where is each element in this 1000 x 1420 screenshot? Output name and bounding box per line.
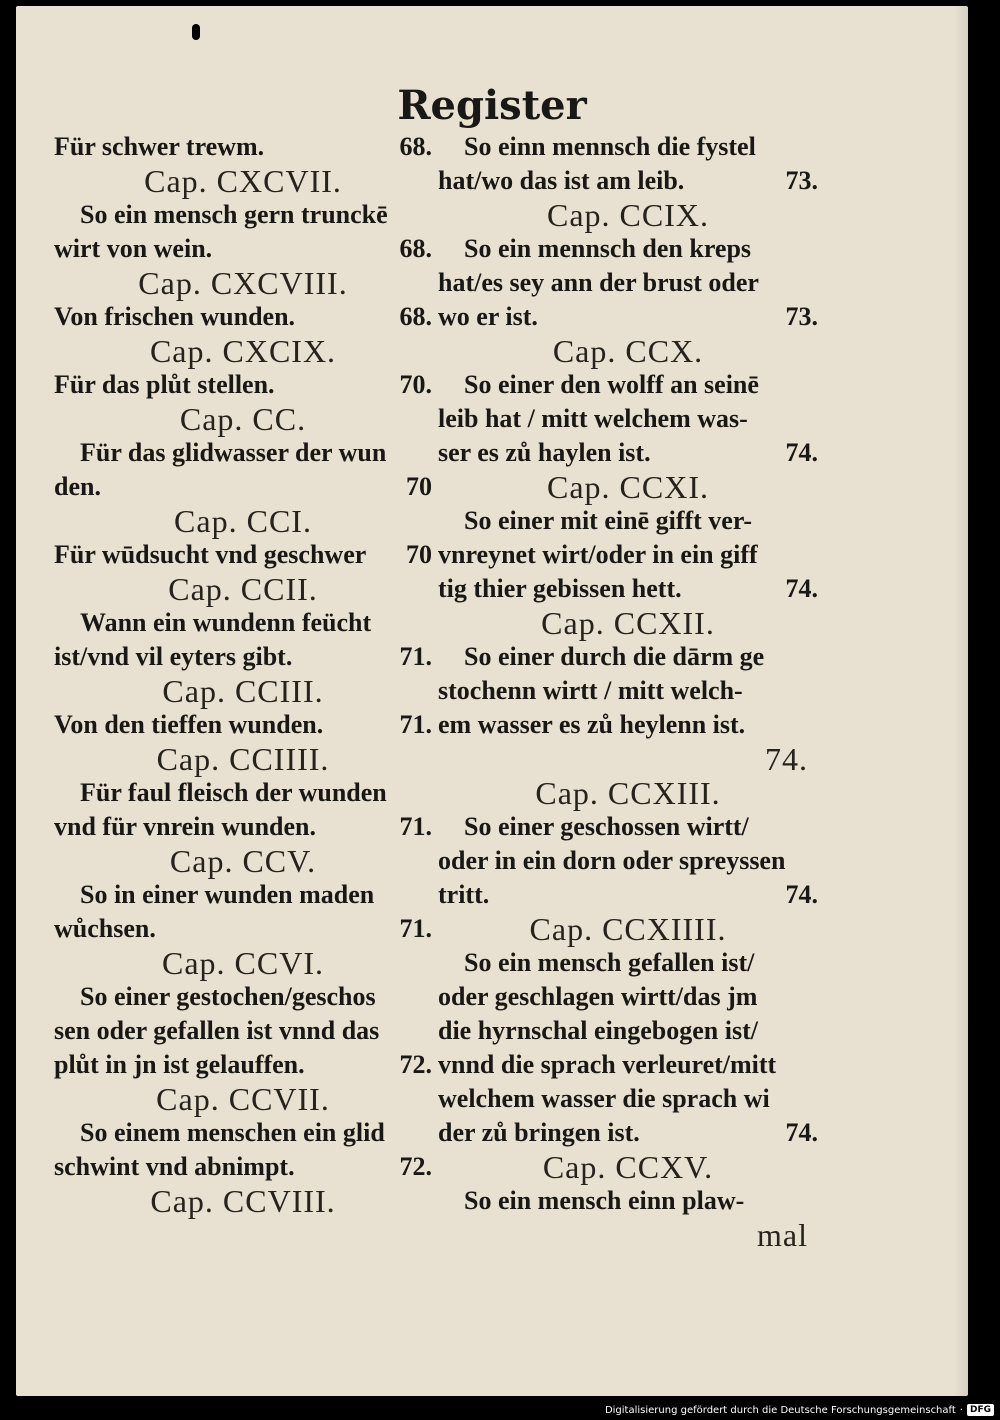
page-number: 72. <box>399 1152 432 1181</box>
chapter-heading: Cap. CXCIX. <box>149 333 337 369</box>
entry-text: schwint vnd abnimpt. <box>54 1152 295 1181</box>
dfg-logo: DFG <box>967 1404 994 1416</box>
chapter-heading: Cap. CCIIII. <box>156 741 330 777</box>
page-number: 68. <box>399 302 432 331</box>
index-entry-line <box>54 912 432 946</box>
page-number: 70 <box>406 472 432 501</box>
chapter-heading: Cap. CXCVII. <box>144 163 342 199</box>
entry-text: hat/es sey ann der brust oder <box>438 268 759 297</box>
index-entry-line <box>438 436 818 470</box>
chapter-heading: Cap. CC. <box>179 401 307 437</box>
entry-text: vnreynet wirt/oder in ein giff <box>438 540 758 569</box>
index-entry-line <box>438 878 818 912</box>
index-entry-line <box>438 674 818 708</box>
chapter-heading: Cap. CCXIII. <box>535 775 721 811</box>
entry-text: ser es zů haylen ist. <box>438 438 651 467</box>
index-entry-line <box>54 470 432 504</box>
chapter-heading: Cap. CCI. <box>174 503 312 539</box>
index-entry-line <box>438 980 818 1014</box>
page-number: 73. <box>785 166 818 195</box>
page-number: 70 <box>406 540 432 569</box>
page-number: 71. <box>399 642 432 671</box>
index-entry-line <box>438 164 818 198</box>
chapter-heading: Cap. CCV. <box>169 843 317 879</box>
continuation-text: 74. <box>765 741 808 777</box>
entry-text: plůt in jn ist gelauffen. <box>54 1050 305 1079</box>
footer <box>605 1404 994 1416</box>
entry-text: em wasser es zů heylenn ist. <box>438 710 746 739</box>
entry-text: So einer durch die dārm ge <box>464 642 765 671</box>
entry-text: So ein mennsch den kreps <box>464 234 752 263</box>
page-number: 74. <box>785 1118 818 1147</box>
index-entry-line <box>54 300 432 334</box>
entry-text: So einn mennsch die fystel <box>464 132 756 161</box>
index-entry-line <box>54 606 432 640</box>
entry-text: Für schwer trewm. <box>54 132 265 161</box>
chapter-heading: Cap. CCXIIII. <box>529 911 727 947</box>
entry-text: wůchsen. <box>54 914 156 943</box>
index-entry-line <box>438 538 818 572</box>
entry-text: hat/wo das ist am leib. <box>438 166 685 195</box>
page-number: 74. <box>785 574 818 603</box>
entry-text: So einer den wolff an seinē <box>464 370 759 399</box>
entry-text: den. <box>54 472 101 501</box>
chapter-heading: Cap. CCX. <box>552 333 704 369</box>
page-number: 74. <box>785 438 818 467</box>
index-entry-line <box>54 980 432 1014</box>
index-entry-line <box>438 640 818 674</box>
chapter-heading: Cap. CCII. <box>168 571 318 607</box>
index-entry-line <box>54 1116 432 1150</box>
page-number: 68. <box>399 234 432 263</box>
entry-text: Wann ein wundenn feücht <box>80 608 372 637</box>
entry-text: tig thier gebissen hett. <box>438 574 682 603</box>
chapter-heading: Cap. CCVIII. <box>150 1183 336 1219</box>
entry-text: Für das plůt stellen. <box>54 370 275 399</box>
entry-text: tritt. <box>438 880 490 909</box>
entry-text: die hyrnschal eingebogen ist/ <box>438 1016 758 1045</box>
entry-text: stochenn wirtt / mitt welch- <box>438 676 743 705</box>
entry-text: So einer geschossen wirtt/ <box>464 812 749 841</box>
index-entry-line <box>438 232 818 266</box>
chapter-heading: Cap. CCIII. <box>162 673 324 709</box>
index-entry-line <box>438 130 818 164</box>
chapter-heading: Cap. CCVII. <box>156 1081 330 1117</box>
chapter-heading: Cap. CCXII. <box>541 605 715 641</box>
entry-text: oder in ein dorn oder spreyssen <box>438 846 786 875</box>
index-entry-line <box>438 946 818 980</box>
index-entry-line <box>438 402 818 436</box>
entry-text: ist/vnd vil eyters gibt. <box>54 642 293 671</box>
entry-text: vnd für vnrein wunden. <box>54 812 317 841</box>
entry-text: Für wūdsucht vnd geschwer <box>54 540 367 569</box>
index-entry-line <box>438 572 818 606</box>
left-column <box>54 130 432 1218</box>
footer-credit: Digitalisierung gefördert durch die Deutsche Forschungsgemeinschaft <box>604 1404 956 1416</box>
entry-text: wirt von wein. <box>54 234 213 263</box>
page-number: 71. <box>399 710 432 739</box>
chapter-heading: Cap. CXCVIII. <box>138 265 348 301</box>
index-entry-line <box>438 504 818 538</box>
page-number: 68. <box>399 132 432 161</box>
index-entry-line <box>438 1184 818 1218</box>
page-header: Register <box>397 82 587 129</box>
chapter-heading: Cap. CCXI. <box>547 469 709 505</box>
entry-text: welchem wasser die sprach wi <box>438 1084 770 1113</box>
index-entry-line <box>54 640 432 674</box>
entry-text: So einer mit einē gifft ver- <box>464 506 753 535</box>
continuation-text: mal <box>757 1217 808 1253</box>
entry-text: So einem menschen ein glid <box>80 1118 385 1147</box>
entry-text: So ein mensch einn plaw- <box>464 1186 745 1215</box>
index-entry-line <box>438 810 818 844</box>
index-entry-line <box>438 1014 818 1048</box>
page-number: 73. <box>785 302 818 331</box>
index-entry-line <box>54 1150 432 1184</box>
page-number: 70. <box>399 370 432 399</box>
entry-text: So ein mensch gern trunckē <box>80 200 388 229</box>
ink-mark <box>192 24 200 40</box>
entry-text: Von frischen wunden. <box>54 302 296 331</box>
page-number: 74. <box>785 880 818 909</box>
index-entry-line <box>54 130 432 164</box>
index-entry-line <box>438 266 818 300</box>
index-entry-line <box>54 232 432 266</box>
chapter-heading: Cap. CCVI. <box>162 945 324 981</box>
page-number: 72. <box>399 1050 432 1079</box>
entry-text: sen oder gefallen ist vnnd das <box>54 1016 380 1045</box>
index-entry-line <box>54 538 432 572</box>
index-entry-line <box>438 708 818 742</box>
entry-text: So ein mensch gefallen ist/ <box>464 948 755 977</box>
entry-text: wo er ist. <box>438 302 538 331</box>
page-number: 71. <box>399 914 432 943</box>
index-entry-line <box>438 1116 818 1150</box>
index-entry-line <box>438 1082 818 1116</box>
index-entry-line <box>54 810 432 844</box>
entry-text: So einer gestochen/geschos <box>80 982 376 1011</box>
index-entry-line <box>54 198 432 232</box>
index-entry-line <box>54 878 432 912</box>
entry-text: So in einer wunden maden <box>80 880 375 909</box>
page-number: 71. <box>399 812 432 841</box>
entry-text: vnnd die sprach verleuret/mitt <box>438 1050 777 1079</box>
index-entry-line <box>54 1048 432 1082</box>
entry-text: Für faul fleisch der wunden <box>80 778 387 807</box>
entry-text: leib hat / mitt welchem was- <box>438 404 748 433</box>
chapter-heading: Cap. CCXV. <box>542 1149 714 1185</box>
index-entry-line <box>54 708 432 742</box>
index-entry-line <box>438 844 818 878</box>
index-entry-line <box>54 368 432 402</box>
book-page <box>16 6 968 1396</box>
index-entry-line <box>438 300 818 334</box>
index-entry-line <box>438 1048 818 1082</box>
index-entry-line <box>54 776 432 810</box>
footer-separator: · <box>959 1404 963 1416</box>
index-entry-line <box>54 436 432 470</box>
entry-text: Von den tieffen wunden. <box>54 710 324 739</box>
chapter-heading: Cap. CCIX. <box>547 197 709 233</box>
index-entry-line <box>438 368 818 402</box>
entry-text: oder geschlagen wirtt/das jm <box>438 982 758 1011</box>
right-column <box>438 130 818 1252</box>
entry-text: Für das glidwasser der wun <box>80 438 387 467</box>
index-entry-line <box>54 1014 432 1048</box>
entry-text: der zů bringen ist. <box>438 1118 640 1147</box>
